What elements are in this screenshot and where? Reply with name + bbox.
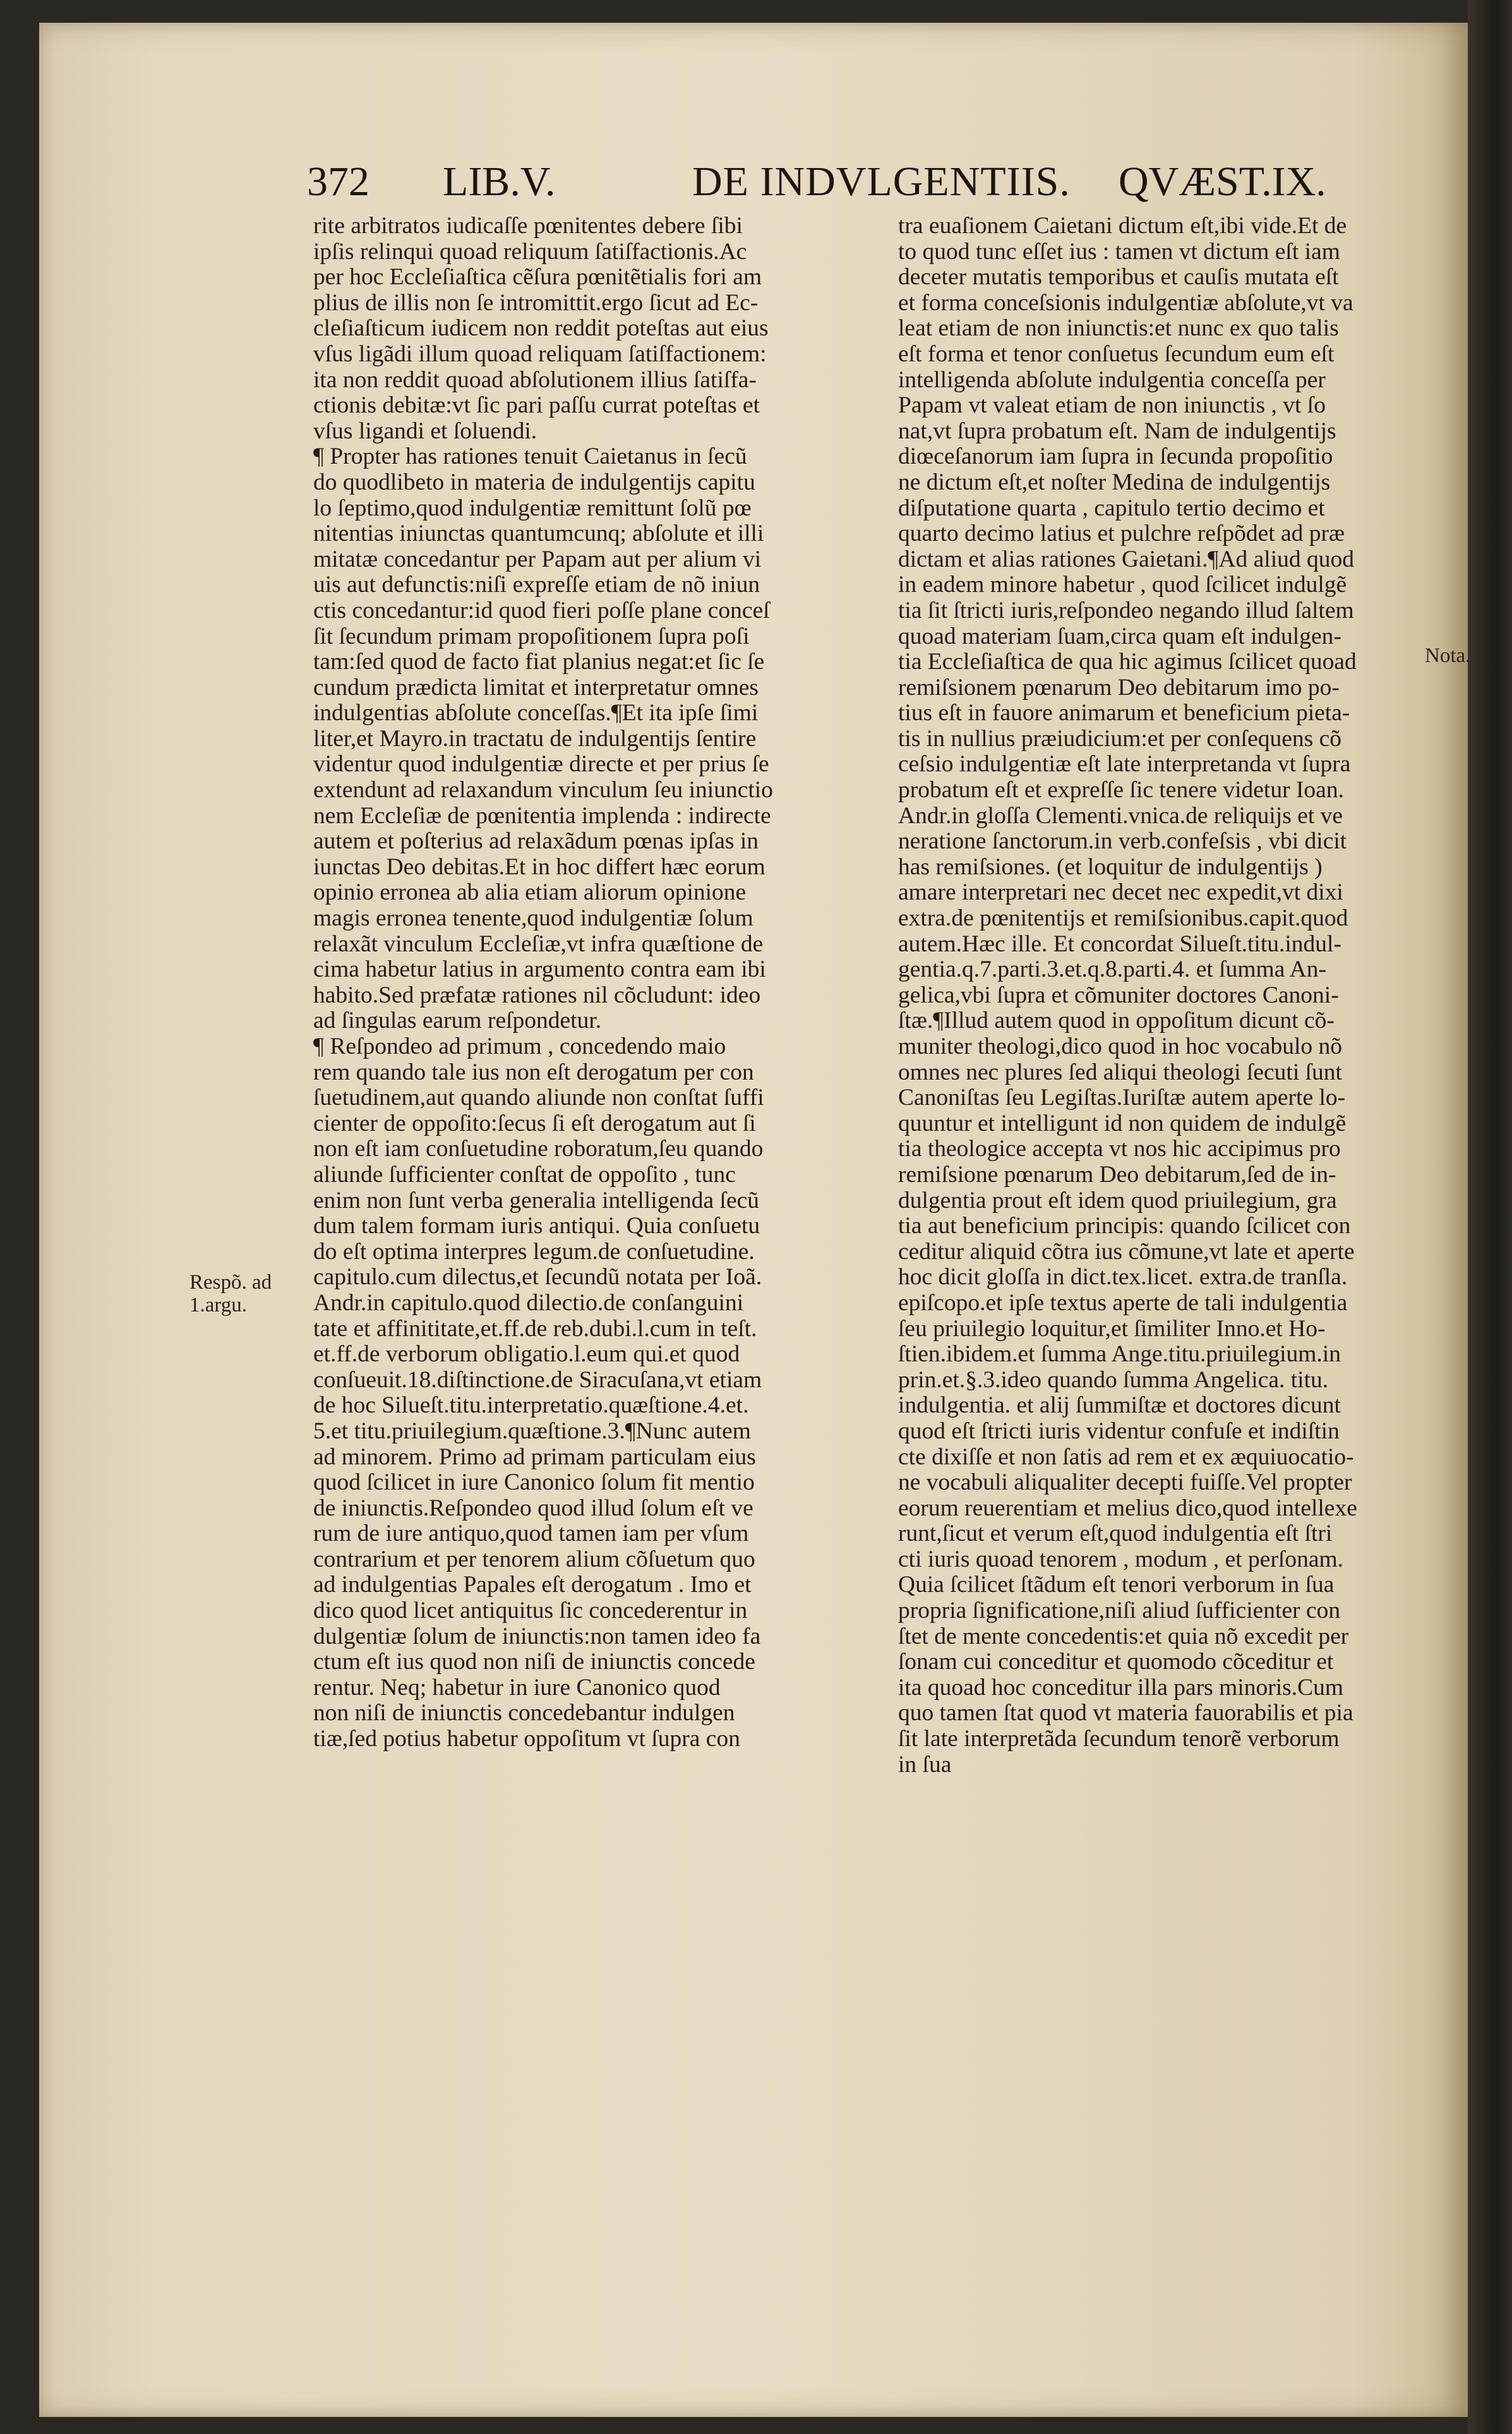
text-line: enim non ſunt verba generalia intelligenda ſecũ [313,1188,759,1214]
text-line: tate et affinititate,et.ff.de reb.dubi.l.cum in teſt. [313,1316,757,1342]
text-line: liter,et Mayro.in tractatu de indulgentijs ſentire [313,726,757,752]
book-edge [1468,0,1512,2434]
text-line: ctionis debitæ:vt ſic pari paſſu currat poteſtas et [313,393,760,419]
margin-note-nota: Nota. [1425,644,1471,667]
text-line: epiſcopo.et ipſe textus aperte de tali indulgentia [898,1290,1348,1316]
text-line: Quia ſcilicet ſtãdum eſt tenori verborum in ſua [898,1572,1335,1598]
text-line: intelligenda abſolute indulgentia conceſſa per [898,367,1326,393]
text-line: deceter mutatis temporibus et cauſis mutata eſt [898,265,1339,291]
text-line: ita quoad hoc conceditur illa pars minoris.Cum [898,1675,1344,1701]
text-line: do eſt optima interpres legum.de conſuetudine. [313,1239,755,1265]
text-line: leat etiam de non iniunctis:et nunc ex quo talis [898,316,1339,342]
left-text-column [313,214,869,1752]
text-line: diſputatione quarta , capitulo tertio decimo et [898,495,1325,521]
text-line: ctis concedantur:id quod fieri poſſe plane conceſ [313,598,770,624]
text-line: tia ſit ſtricti iuris,reſpondeo negando illud ſaltem [898,598,1354,624]
text-line: ſtien.ibidem.et ſumma Ange.titu.priuilegium.in [898,1342,1341,1368]
text-line: aliunde ſufficienter conſtat de oppoſito , tunc [313,1162,736,1188]
text-line: cienter de oppoſito:ſecus ſi eſt derogatum aut ſi [313,1111,756,1136]
text-line: amare interpretari nec decet nec expedit,vt dixi [898,880,1343,906]
text-line: opinio erronea ab alia etiam aliorum opinione [313,880,747,906]
text-line: Andr.in gloſſa Clementi.vnica.de reliquijs et ve [898,803,1343,829]
text-line: vſus ligãdi illum quoad reliquam ſatiſfactionem: [313,341,767,367]
text-line: 5.et titu.priuilegium.quæſtione.3.¶Nunc autem [313,1418,751,1444]
text-line: cleſiaſticum iudicem non reddit poteſtas aut eius [313,316,769,342]
text-line: habito.Sed præfatæ rationes nil cõcludunt: ideo [313,982,761,1008]
text-line: ad minorem. Primo ad primam particulam eius [313,1444,756,1470]
text-line: cti iuris quoad tenorem , modum , et perſonam. [898,1546,1344,1572]
text-line: et forma conceſsionis indulgentiæ abſolute,vt va [898,290,1353,316]
text-line: ceditur aliquid cõtra ius cõmune,vt late et aperte [898,1239,1355,1265]
text-line: tiæ,ſed potius habetur oppoſitum vt ſupra con [313,1726,740,1752]
text-line: ſit ſecundum primam propoſitionem ſupra poſi [313,624,750,649]
text-line: ¶ Propter has rationes tenuit Caietanus in ſecũ [313,444,747,470]
text-line: tia Eccleſiaſtica de qua hic agimus ſcilicet quoad [898,649,1357,675]
text-line: ad indulgentias Papales eſt derogatum . Imo et [313,1572,752,1598]
text-line: iunctas Deo debitas.Et in hoc differt hæc eorum [313,854,765,880]
text-line: ſtet de mente concedentis:et quia nõ excedit per [898,1624,1349,1649]
text-line: cima habetur latius in argumento contra eam ibi [313,957,766,983]
text-line: dum talem formam iuris antiqui. Quia conſuetu [313,1214,760,1239]
text-line: dico quod licet antiquitus ſic concederentur in [313,1598,748,1624]
text-line: vſus ligandi et ſoluendi. [313,418,537,444]
text-line: muniter theologi,dico quod in hoc vocabulo nõ [898,1034,1342,1059]
text-line: lo ſeptimo,quod indulgentiæ remittunt ſolũ pœ [313,495,752,521]
text-line: indulgentias abſolute conceſſas.¶Et ita ipſe ſimi [313,701,759,726]
text-line: uis aut defunctis:niſi expreſſe etiam de nõ iniun [313,572,760,598]
right-text-column [898,214,1441,1778]
text-line: omnes nec plures ſed aliqui theologi ſecuti ſunt [898,1059,1342,1085]
text-line: in ſua [898,1752,952,1778]
text-line: de hoc Silueſt.titu.interpretatio.quæſtione.4.et. [313,1393,749,1419]
text-line: dulgentiæ ſolum de iniunctis:non tamen ideo fa [313,1624,761,1649]
text-line: quuntur et intelligunt id non quidem de indulgẽ [898,1111,1347,1136]
page-number: 372 [307,159,369,205]
text-line: ne dictum eſt,et noſter Medina de indulgentijs [898,469,1331,495]
text-line: extra.de pœnitentijs et remiſsionibus.capit.quod [898,906,1348,932]
text-line: ceſsio indulgentiæ eſt late interpretanda vt ſupra [898,752,1351,778]
text-line: diœceſanorum iam ſupra in ſecunda propoſitio [898,444,1333,470]
text-line: Andr.in capitulo.quod dilectio.de conſanguini [313,1290,744,1316]
running-title: DE INDVLGENTIIS. [692,159,1071,205]
text-line: Papam vt valeat etiam de non iniunctis , vt ſo [898,393,1326,419]
text-line: ipſis relinqui quoad reliquum ſatiſfactionis.Ac [313,239,747,265]
text-line: rem quando tale ius non eſt derogatum per con [313,1059,754,1085]
text-line: has remiſsiones. (et loquitur de indulgentijs ) [898,854,1323,880]
text-line: ctum eſt ius quod non niſi de iniunctis concede [313,1649,755,1675]
text-line: quoad materiam ſuam,circa quam eſt indulgen- [898,624,1341,649]
text-line: neratione ſanctorum.in verb.confeſsis , vbi dicit [898,829,1347,855]
text-line: contrarium et per tenorem alium cõſuetum quo [313,1546,755,1572]
text-line: per hoc Eccleſiaſtica cẽſura pœnitẽtialis fori am [313,265,762,291]
text-line: Canoniſtas ſeu Legiſtas.Iuriſtæ autem aperte lo- [898,1085,1346,1111]
text-line: probatum eſt et expreſſe ſic tenere videtur Ioan. [898,778,1344,804]
text-line: rite arbitratos iudicaſſe pœnitentes debere ſibi [313,214,743,239]
text-line: conſueuit.18.diſtinctione.de Siracuſana,vt etiam [313,1367,762,1393]
text-line: magis erronea tenente,quod indulgentiæ ſolum [313,906,753,932]
text-line: de iniunctis.Reſpondeo quod illud ſolum eſt ve [313,1495,753,1521]
text-line: remiſsionem pœnarum Deo debitarum imo po- [898,675,1340,701]
text-line: ¶ Reſpondeo ad primum , concedendo maio [313,1034,726,1059]
text-line: nat,vt ſupra probatum eſt. Nam de indulgentijs [898,418,1336,444]
text-line: capitulo.cum dilectus,et ſecundũ notata per Ioã. [313,1265,762,1291]
text-line: gentia.q.7.parti.3.et.q.8.parti.4. et ſumma An- [898,957,1326,983]
text-line: mitatæ concedantur per Papam aut per alium vi [313,546,762,572]
text-line: ſonam cui conceditur et quomodo cõceditur et [898,1649,1334,1675]
text-line: quo tamen ſtat quod vt materia fauorabilis et pia [898,1701,1353,1726]
text-line: do quodlibeto in materia de indulgentijs capitu [313,469,755,495]
text-line: plius de illis non ſe intromittit.ergo ſicut ad Ec- [313,290,759,316]
book-label: LIB.V. [443,159,556,205]
text-line: ſeu priuilegio loquitur,et ſimiliter Inno.et Ho- [898,1316,1326,1342]
text-line: tam:ſed quod de facto fiat planius negat:et ſic ſe [313,649,765,675]
text-line: non eſt iam conſuetudine roboratum,ſeu quando [313,1136,764,1162]
text-line: dictam et alias rationes Gaietani.¶Ad aliud quod [898,546,1354,572]
text-line: nitentias iniunctas quantumcunq; abſolute et illi [313,521,764,547]
margin-note-line: 1.argu. [189,1294,248,1316]
text-line: tra euaſionem Caietani dictum eſt,ibi vide.Et de [898,214,1347,239]
margin-note-response [189,1271,272,1316]
text-line: non niſi de iniunctis concedebantur indulgen [313,1701,735,1726]
text-line: rentur. Neq; habetur in iure Canonico quod [313,1675,721,1701]
quaestio-label: QVÆST.IX. [1119,159,1326,205]
text-line: hoc dicit gloſſa in dict.tex.licet. extra.de tranſla. [898,1265,1348,1291]
text-line: eorum reuerentiam et melius dico,quod intellexe [898,1495,1357,1521]
text-line: ne vocabuli aliqualiter decepti fuiſſe.Vel propter [898,1470,1352,1496]
text-line: ſtæ.¶Illud autem quod in oppoſitum dicunt cõ- [898,1008,1335,1034]
text-line: cte dixiſſe et non ſatis ad rem et ex æquiuocatio- [898,1444,1354,1470]
text-line: nem Eccleſiæ de pœnitentia implenda : indirecte [313,803,771,829]
running-header [307,158,1326,215]
margin-note-line: Respõ. ad [189,1271,272,1294]
text-line: tia theologice accepta vt nos hic accipimus pro [898,1136,1341,1162]
text-line: prin.et.§.3.ideo quando ſumma Angelica. titu. [898,1367,1329,1393]
text-line: indulgentia. et alij ſummiſtæ et doctores dicunt [898,1393,1341,1419]
text-line: quod ſcilicet in iure Canonico ſolum fit mentio [313,1470,755,1496]
text-line: autem et poſterius ad relaxãdum pœnas ipſas in [313,829,759,855]
text-line: ita non reddit quoad abſolutionem illius ſatiſfa- [313,367,757,393]
text-line: propria ſignificatione,niſi aliud ſufficienter con [898,1598,1341,1624]
text-line: tius eſt in fauore animarum et beneficium pieta- [898,701,1350,726]
text-line: ſit late interpretãda ſecundum tenorẽ verborum [898,1726,1340,1752]
text-line: cundum prædicta limitat et interpretatur omnes [313,675,759,701]
text-line: eſt forma et tenor conſuetus ſecundum eum eſt [898,341,1335,367]
text-line: dulgentia prout eſt idem quod priuilegium, gra [898,1188,1337,1214]
text-line: autem.Hæc ille. Et concordat Silueſt.titu.indul- [898,931,1341,957]
text-line: tis in nullius præiudicium:et per conſequens cõ [898,726,1341,752]
text-line: remiſsione pœnarum Deo debitarum,ſed de in- [898,1162,1336,1188]
text-line: extendunt ad relaxandum vinculum ſeu iniunctio [313,778,773,804]
text-line: quod eſt ſtricti iuris videntur confuſe et indiſtin [898,1418,1340,1444]
text-line: rum de iure antiquo,quod tamen iam per vſum [313,1521,749,1547]
text-line: tia aut beneficium principis: quando ſcilicet con [898,1214,1351,1239]
text-line: runt,ſicut et verum eſt,quod indulgentia eſt ſtri [898,1521,1333,1547]
text-line: ad ſingulas earum reſpondetur. [313,1008,602,1034]
text-line: et.ff.de verborum obligatio.l.eum qui.et quod [313,1342,740,1368]
text-line: to quod tunc eſſet ius : tamen vt dictum eſt iam [898,239,1340,265]
text-line: quarto decimo latius et pulchre reſpõdet ad præ [898,521,1345,547]
text-line: relaxãt vinculum Eccleſiæ,vt infra quæſtione de [313,931,764,957]
text-line: in eadem minore habetur , quod ſcilicet indulgẽ [898,572,1347,598]
text-line: videntur quod indulgentiæ directe et per prius ſe [313,752,769,778]
text-line: ſuetudinem,aut quando aliunde non conſtat ſuffi [313,1085,764,1111]
text-line: gelica,vbi ſupra et cõmuniter doctores Canoni- [898,982,1339,1008]
